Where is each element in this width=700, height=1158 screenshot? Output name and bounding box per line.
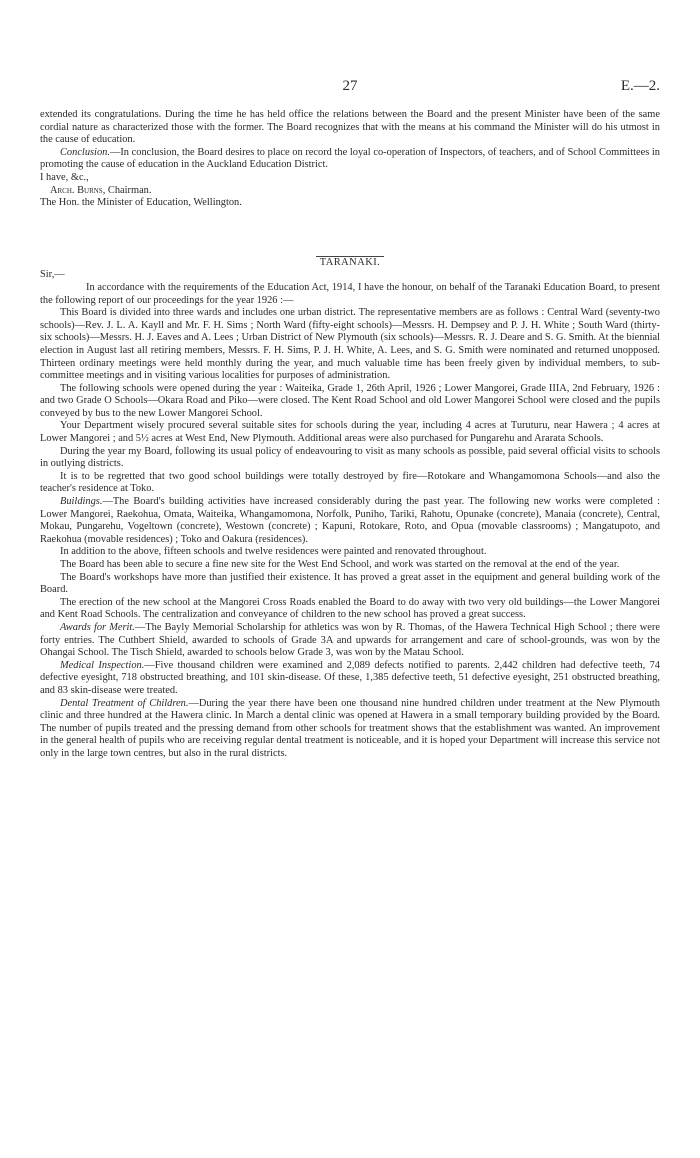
medical-heading: Medical Inspection. [60,659,145,671]
paragraph-visits: During the year my Board, following its usual policy of endeavouring to visit as many schools as possible, paid several official visits to schools in outlying districts. [40,445,660,470]
paragraph-west-end: The Board has been able to secure a fine new site for the West End School, and work was started on the removal at the end of the year. [60,559,620,570]
buildings-paragraph [40,496,660,546]
paragraph-wards: This Board is divided into three wards and includes one urban district. The representative members are as follows : Central Ward (seventy-two schools)—Rev. J. L. A. Kayll and Mr. F. H. Sims ; North Ward (fifty-eight schools)—Messrs. H. Dempsey and P. J. H. White ; South Ward (thirty-six schools)—Messrs. H. J. Eaves and A. Lees ; Urban District of New Plymouth (six schools)—Messrs. R. J. Deare and S. G. Smith. At the biennial election in August last all retiring members, Messrs. F. H. Sims, P. J. H. White, A. Lees, and S. G. Smith were nominated and returned unopposed. Thirteen ordinary meetings were held monthly during the year, and much valuable time has been freely given by individual members, to sub-committee meetings and in visiting various localities for purposes of administration. [40,307,660,382]
paragraph-fire: It is to be regretted that two good school buildings were totally destroyed by fire—Rotokare and Whangamomona Schools—and also the teacher's residence at Toko. [40,470,660,495]
paragraph-painted: In addition to the above, fifteen schools and twelve residences were painted and renovated throughout. [60,546,487,558]
opening-paragraph: In accordance with the requirements of the Education Act, 1914, I have the honour, on behalf of the Taranaki Education Board, to present the following report of our proceedings for the year 1926 :— [40,281,660,306]
medical-text: —Five thousand children were examined and 2,089 defects notified to parents. 2,442 children had defective teeth, 74 defective eyesight, 718 obstructed breathing, and 101 skin-disease. Of these, 1,385 defective teeth, 51 defective eyesight, 251 obstructed breathing, and 83 skin-disease were treated. [40,659,660,696]
signatory-title: , Chairman. [102,184,152,196]
signoff-signature [40,185,660,198]
salutation: Sir,— [40,269,65,281]
dental-heading: Dental Treatment of Children. [60,697,189,709]
page-number: 27 [342,78,358,94]
intro-paragraph: extended its congratulations. During the time he has held office the relations between the Board and the present Minister have been of the same cordial nature as characterized those with the former. The Board recognizes that with the means at his command the Minister will do his utmost in the cause of education. [40,109,660,146]
paragraph-schools-opened: The following schools were opened during the year : Waiteika, Grade 1, 26th April, 1926 ; Lower Mangorei, Grade IIIA, 2nd February, 1926 : and two Grade O Schools—Okara Road and Piko—were closed. The Kent Road School and old Lower Mangorei School were closed and the pupils conveyed by bus to the new Lower Mangorei School. [40,382,660,419]
awards-heading: Awards for Merit. [60,621,135,633]
document-body [40,109,660,761]
awards-paragraph [40,622,660,660]
minister-address: The Hon. the Minister of Education, Wellington. [40,197,242,209]
paragraph-workshops: The Board's workshops have more than justified their existence. It has proved a great asset in the equipment and general building work of the Board. [40,571,660,596]
paragraph-sites: Your Department wisely procured several suitable sites for schools during the year, including 4 acres at Turuturu, near Hawera ; 4 acres at Lower Mangorei ; and 5½ acres at West End, New Plymouth. Additional areas were also purchased for Pungarehu and Ararata Schools. [40,420,660,445]
awards-text: —The Bayly Memorial Scholarship for athletics was won by R. Thomas, of the Hawera Technical High School ; there were forty entries. The Cuthbert Shield, awarded to schools of Grade 3A and upwards for arrangement and care of school-grounds, was won by the Ohangai School. The Tisch Shield, awarded to schools below Grade 3, was won by the Matau School. [40,621,660,659]
signoff-line: I have, &c., [40,171,89,183]
paragraph-centralization: The erection of the new school at the Mangorei Cross Roads enabled the Board to do away with two very old buildings—the Lower Mangorei and Kent Road Schools. The centralization and conveyance of children to the new school has proved a great success. [40,596,660,621]
signatory-name: Arch. Burns [50,184,103,196]
buildings-heading: Buildings. [60,496,103,508]
medical-paragraph [40,660,660,698]
page-header [40,78,660,94]
dental-text: —During the year there have been one thousand nine hundred children under treatment at the New Plymouth clinic and three hundred at the Hawera clinic. In March a dental clinic was opened at Hawera in a small temporary building provided by the Board. The number of pupils treated and the pressing demand from other schools for treatment shows that the establishment was wanted. An improvement in the general health of pupils who are receiving regular dental treatment is noticeable, and it is hoped your Department will increase this service not only in the large town centres, but also in the rural districts. [40,697,660,759]
conclusion-text: —In conclusion, the Board desires to place on record the loyal co-operation of Inspectors, of teachers, and of School Committees in promoting the cause of education in the Auckland Education District. [40,146,660,171]
buildings-text: —The Board's building activities have increased considerably during the past year. The following new works were completed : Lower Mangorei, Raekohua, Omata, Waiteika, Whangamomona, Norfolk, Puniho, Tariki, Rahotu, Opunake (concrete), Manaia (concrete), Central, Mokau, Pungarehu, Vogeltown (concrete), Westown (concrete) ; Kapuni, Rotokare, Roto, and Opua (movable classrooms) ; Mangatupoto, and Raekohua (movable residences) ; Toko and Oakura (residences). [40,496,660,545]
conclusion-paragraph [40,147,660,172]
section-title: TARANAKI. [319,256,381,268]
conclusion-heading: Conclusion. [60,146,110,158]
dental-paragraph [40,698,660,761]
document-code: E.—2. [620,78,660,94]
